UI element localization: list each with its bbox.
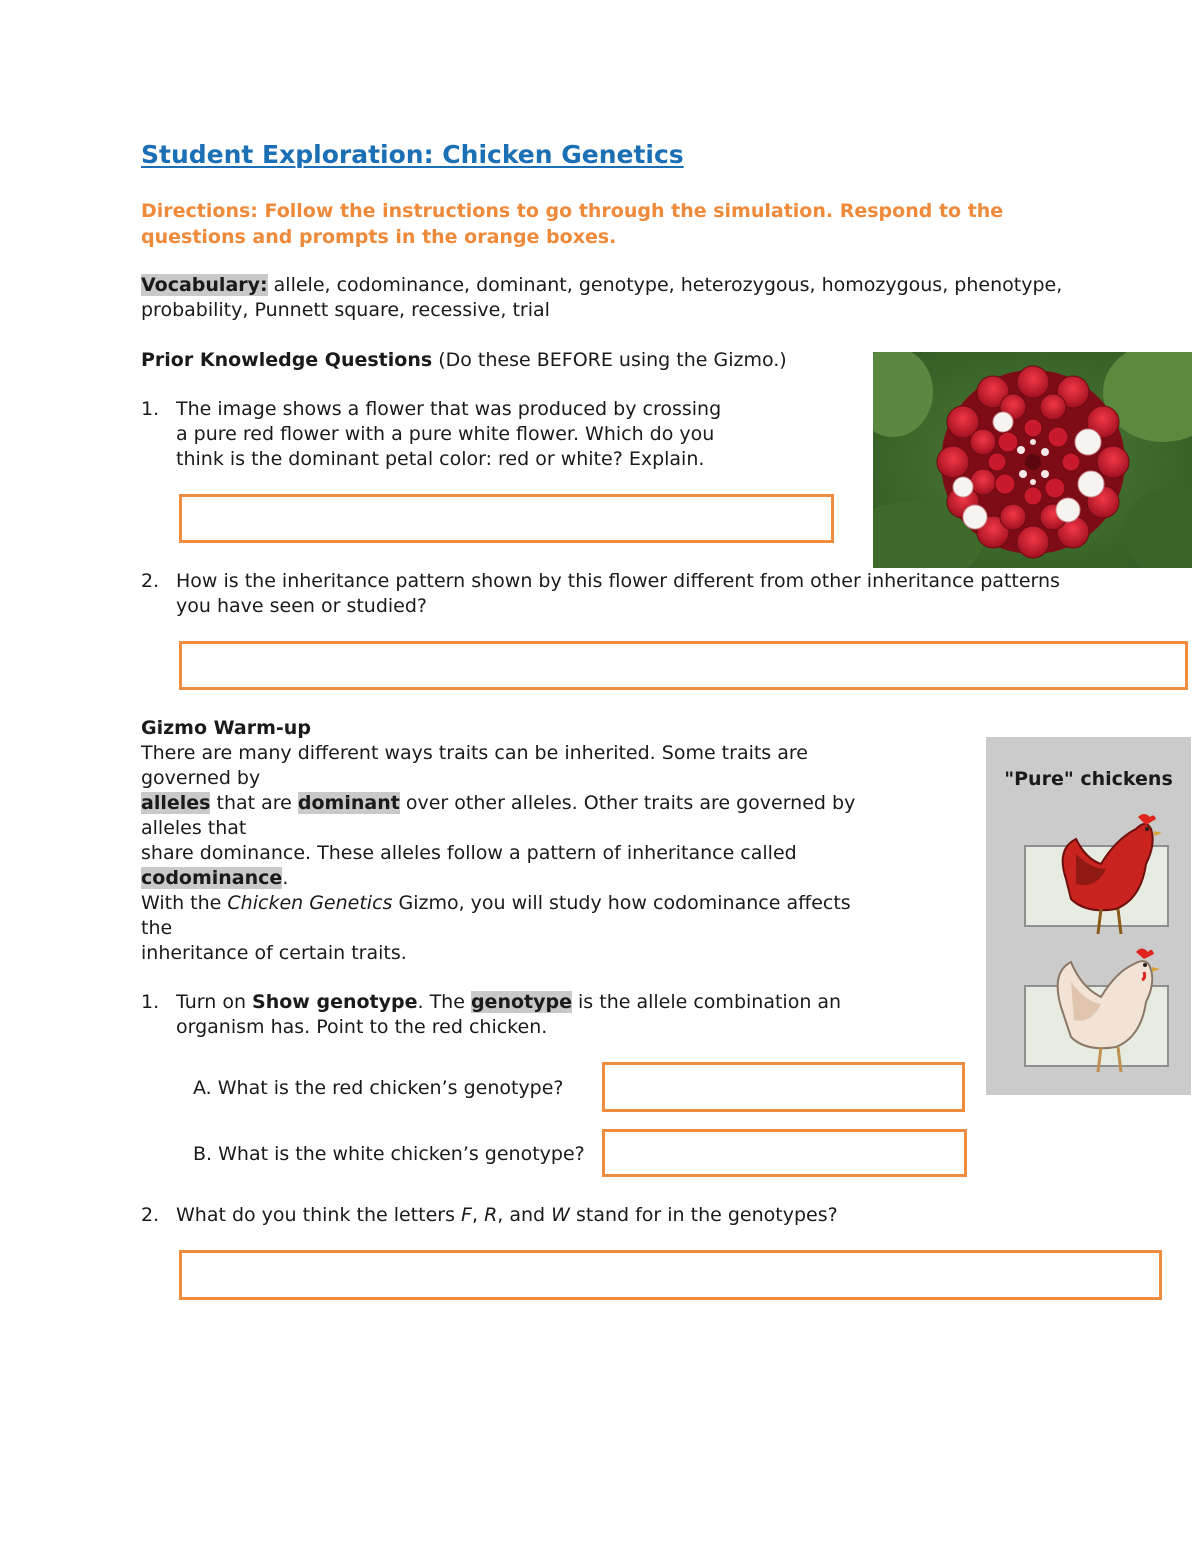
warmup-text: . The <box>417 991 471 1013</box>
question-1a: A. What is the red chicken’s genotype? <box>193 1077 564 1099</box>
warmup-q1-line-2: organism has. Point to the red chicken. <box>176 1016 548 1038</box>
show-genotype-label: Show genotype <box>252 991 418 1013</box>
warmup-line: the <box>141 917 173 939</box>
prior-q1-text <box>176 397 721 472</box>
gizmo-name: Chicken Genetics <box>227 892 393 914</box>
prior-q1-number: 1. <box>141 398 160 420</box>
term-genotype: genotype <box>470 991 572 1013</box>
directions-line-1: Directions: Follow the instructions to go through the simulation. Respond to the <box>141 200 1004 222</box>
vocabulary-line-1 <box>141 273 1062 298</box>
warmup-text: , <box>471 1204 485 1226</box>
warmup-text: Gizmo, you will study how codominance affects <box>392 892 851 914</box>
prior-q2-line: How is the inheritance pattern shown by this flower different from other inheritance patterns <box>176 570 1060 592</box>
warmup-q1-line-1 <box>176 990 841 1015</box>
answer-box-warmup-q2[interactable] <box>179 1250 1162 1300</box>
warmup-q2-number: 2. <box>141 1204 160 1226</box>
page-title: Student Exploration: Chicken Genetics <box>141 140 684 169</box>
warmup-line <box>141 891 855 916</box>
vocabulary-terms-1: allele, codominance, dominant, genotype, heterozygous, homozygous, phenotype, <box>267 274 1063 296</box>
answer-box-prior-q1[interactable] <box>179 494 834 543</box>
prior-q1-line: think is the dominant petal color: red or white? Explain. <box>176 448 705 470</box>
question-1b: B. What is the white chicken’s genotype? <box>193 1143 585 1165</box>
prior-q1-line: The image shows a flower that was produced by crossing <box>176 398 722 420</box>
dahlia-flower-image <box>873 352 1192 568</box>
warmup-line: governed by <box>141 767 261 789</box>
letter-w: W <box>551 1204 570 1226</box>
letter-r: R <box>484 1204 498 1226</box>
warmup-text: , and <box>497 1204 552 1226</box>
warmup-text: What do you think the letters <box>176 1204 462 1226</box>
warmup-text: Turn on <box>176 991 253 1013</box>
warmup-q1-text <box>176 990 841 1040</box>
prior-q2-text <box>176 569 1060 619</box>
directions <box>141 198 1003 250</box>
warmup-text: that are <box>210 792 298 814</box>
letter-f: F <box>461 1204 472 1226</box>
warmup-line: inheritance of certain traits. <box>141 942 407 964</box>
warmup-text: With the <box>141 892 228 914</box>
answer-box-1b[interactable] <box>602 1129 967 1177</box>
vocabulary-label: Vocabulary: <box>141 274 268 296</box>
warmup-line: share dominance. These alleles follow a pattern of inheritance called <box>141 842 797 864</box>
term-dominant: dominant <box>297 792 400 814</box>
white-chicken-icon <box>1046 942 1166 1077</box>
warmup-text: is the allele combination an <box>571 991 842 1013</box>
warmup-line <box>141 866 855 891</box>
term-alleles: alleles <box>141 792 211 814</box>
answer-box-prior-q2[interactable] <box>179 641 1188 690</box>
prior-heading-text: Prior Knowledge Questions <box>141 349 433 371</box>
prior-q2-number: 2. <box>141 570 160 592</box>
prior-q1-line: a pure red flower with a pure white flower. Which do you <box>176 423 715 445</box>
directions-line-2: questions and prompts in the orange boxes. <box>141 226 617 248</box>
answer-box-1a[interactable] <box>602 1062 965 1112</box>
prior-knowledge-heading <box>141 348 787 373</box>
warmup-line: alleles that <box>141 817 247 839</box>
red-chicken-icon <box>1046 809 1166 939</box>
warmup-text: stand for in the genotypes? <box>569 1204 838 1226</box>
chicken-panel-title: "Pure" chickens <box>1004 768 1173 790</box>
warmup-line <box>141 791 855 816</box>
pure-chickens-panel <box>986 737 1191 1095</box>
warmup-q1-number: 1. <box>141 991 160 1013</box>
warmup-line: There are many different ways traits can be inherited. Some traits are <box>141 742 808 764</box>
warmup-heading: Gizmo Warm-up <box>141 717 311 739</box>
prior-heading-note: (Do these BEFORE using the Gizmo.) <box>432 349 787 371</box>
warmup-text: over other alleles. Other traits are governed by <box>399 792 856 814</box>
warmup-q2-text <box>176 1203 838 1228</box>
warmup-text: . <box>282 867 289 889</box>
warmup-intro <box>141 741 855 966</box>
term-codominance: codominance <box>141 867 283 889</box>
prior-q2-line: you have seen or studied? <box>176 595 428 617</box>
vocabulary-line-2: probability, Punnett square, recessive, trial <box>141 299 550 321</box>
